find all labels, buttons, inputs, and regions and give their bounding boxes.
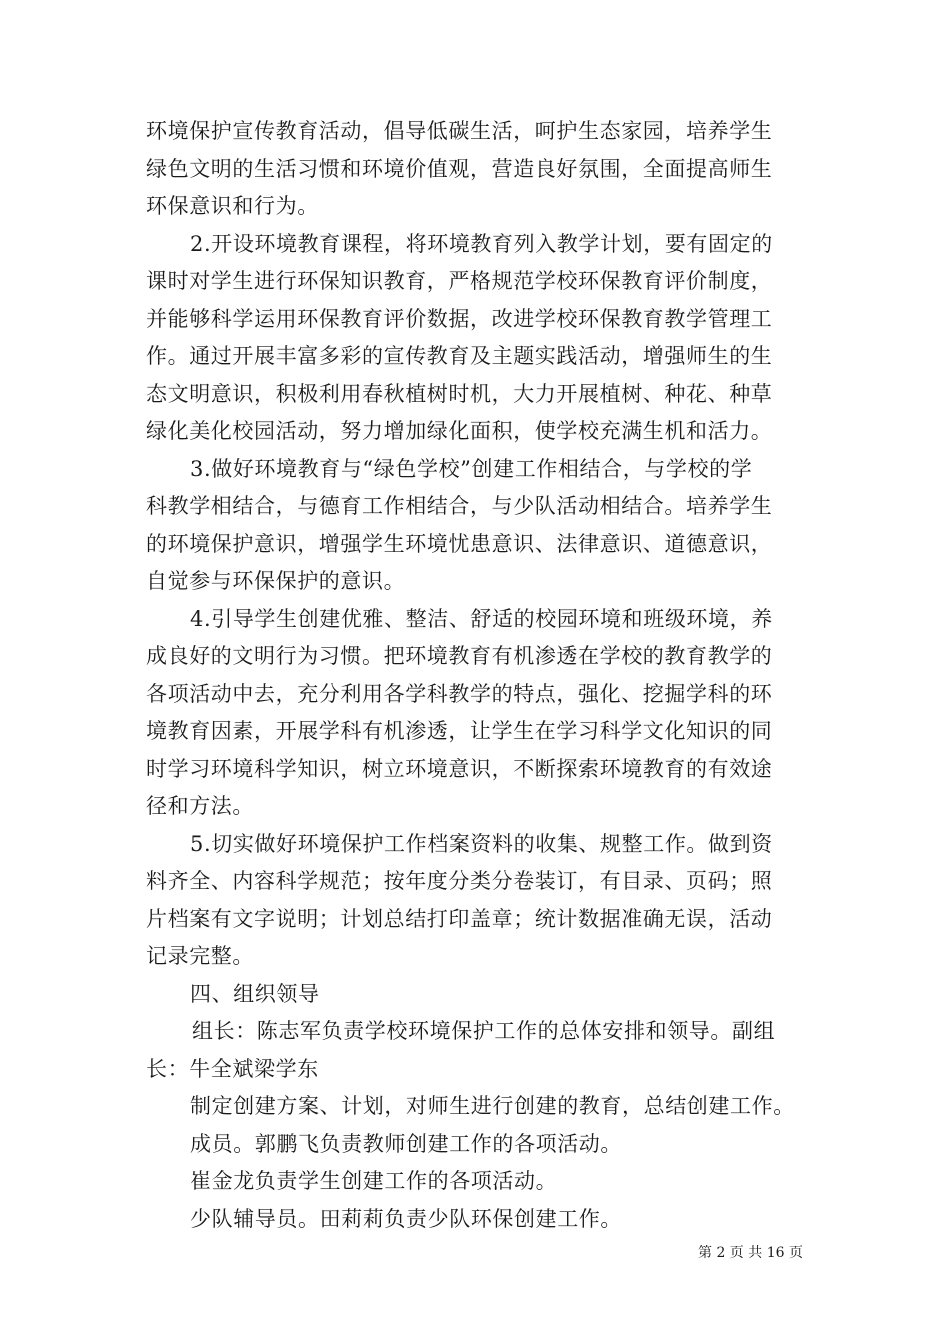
- text-line: 记录完整。: [146, 944, 254, 968]
- text-line: 崔金龙负责学生创建工作的各项活动。: [190, 1169, 558, 1193]
- text-line: 4.引导学生创建优雅、整洁、舒适的校园环境和班级环境，养: [190, 606, 773, 631]
- text-line: 成良好的文明行为习惯。把环境教育有机渗透在学校的教育教学的: [146, 644, 773, 668]
- text-line: 科教学相结合，与德育工作相结合，与少队活动相结合。培养学生: [146, 494, 773, 518]
- text-line: 态文明意识，积极利用春秋植树时机，大力开展植树、种花、种草: [146, 381, 773, 406]
- text-line: 制定创建方案、计划，对师生进行创建的教育，总结创建工作。: [190, 1094, 795, 1118]
- text-line: 组长：陈志军负责学校环境保护工作的总体安排和领导。副组: [192, 1019, 776, 1043]
- text-line: 各项活动中去，充分利用各学科教学的特点，强化、挖掘学科的环: [146, 681, 773, 706]
- text-line: 并能够科学运用环保教育评价数据，改进学校环保教育教学管理工: [146, 306, 773, 331]
- text-line: 绿化美化校园活动，努力增加绿化面积，使学校充满生机和活力。: [146, 419, 773, 443]
- document-body: [146, 113, 808, 1238]
- text-line: 5.切实做好环境保护工作档案资料的收集、规整工作。做到资: [190, 831, 773, 856]
- text-line: 3.做好环境教育与“绿色学校”创建工作相结合，与学校的学: [190, 456, 753, 481]
- text-line: 绿色文明的生活习惯和环境价值观，营造良好氛围，全面提高师生: [146, 156, 773, 181]
- page-number: 第 2 页 共 16 页: [698, 1245, 803, 1261]
- text-line: 成员。郭鹏飞负责教师创建工作的各项活动。: [190, 1131, 622, 1156]
- text-line: 料齐全、内容科学规范；按年度分类分卷装订，有目录、页码；照: [146, 869, 773, 893]
- text-line: 课时对学生进行环保知识教育，严格规范学校环保教育评价制度，: [146, 269, 773, 293]
- text-line: 环境保护宣传教育活动，倡导低碳生活，呵护生态家园，培养学生: [146, 119, 773, 143]
- text-line: 环保意识和行为。: [146, 194, 319, 218]
- text-line: 2.开设环境教育课程，将环境教育列入教学计划，要有固定的: [190, 231, 773, 256]
- text-line: 境教育因素，开展学科有机渗透，让学生在学习科学文化知识的同: [146, 719, 773, 743]
- section-heading: 四、组织领导: [190, 981, 320, 1006]
- text-line: 片档案有文字说明；计划总结打印盖章；统计数据准确无误，活动: [146, 906, 773, 931]
- text-line: 作。通过开展丰富多彩的宣传教育及主题实践活动，增强师生的生: [146, 344, 773, 368]
- text-line: 少队辅导员。田莉莉负责少队环保创建工作。: [190, 1206, 622, 1231]
- text-line: 径和方法。: [146, 794, 254, 818]
- text-line: 自觉参与环保保护的意识。: [146, 569, 406, 593]
- text-line: 长：牛全斌梁学东: [146, 1056, 319, 1081]
- text-line: 的环境保护意识，增强学生环境忧患意识、法律意识、道德意识，: [146, 531, 773, 556]
- text-line: 时学习环境科学知识，树立环境意识，不断探索环境教育的有效途: [146, 756, 773, 781]
